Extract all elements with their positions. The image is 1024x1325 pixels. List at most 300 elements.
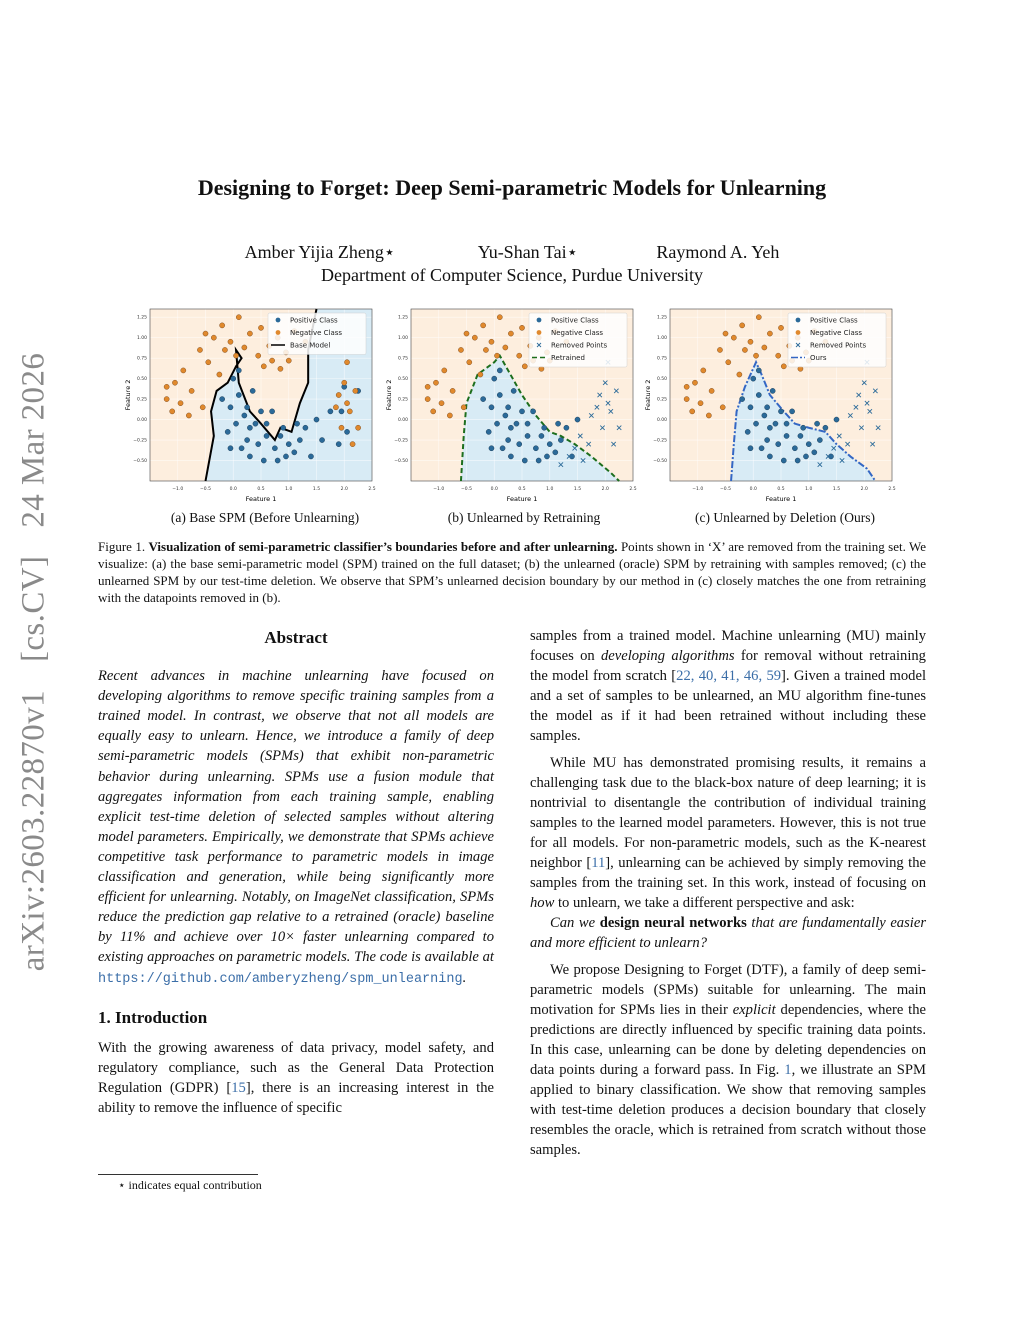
chart-b <box>379 305 641 505</box>
positive-point <box>753 421 758 426</box>
positive-point <box>748 405 753 410</box>
abstract-heading: Abstract <box>264 628 328 647</box>
y-tick-label: 0.25 <box>656 397 667 403</box>
positive-point <box>745 429 750 434</box>
negative-point <box>519 325 524 330</box>
x-tick-label: 0.5 <box>257 487 265 492</box>
y-tick-label: 0.25 <box>397 397 408 403</box>
positive-point <box>292 450 297 455</box>
y-tick-label: 0.50 <box>136 377 147 383</box>
text: ], unlearning can be achieved by simply removing the samples from the training set. In this work, instead of focusing on <box>530 855 926 892</box>
positive-point <box>497 392 502 397</box>
negative-point <box>350 442 355 447</box>
footnote-rule <box>98 1174 258 1175</box>
positive-point <box>776 442 781 447</box>
negative-point <box>478 372 483 377</box>
positive-point <box>806 442 811 447</box>
negative-point <box>217 372 222 377</box>
negative-point <box>197 347 202 352</box>
positive-point <box>514 421 519 426</box>
negative-point <box>517 353 522 358</box>
code-link[interactable]: https://github.com/amberyzheng/spm_unlearning <box>98 971 463 987</box>
positive-point <box>765 405 770 410</box>
negative-point <box>220 323 225 328</box>
y-tick-label: 0.25 <box>136 397 147 403</box>
y-tick-label: 0.00 <box>656 418 667 424</box>
positive-point <box>795 458 800 463</box>
negative-point <box>778 325 783 330</box>
positive-point <box>542 425 547 430</box>
y-tick-label: −0.50 <box>394 459 408 465</box>
negative-point <box>164 384 169 389</box>
legend-marker <box>537 318 542 323</box>
negative-point <box>690 409 695 414</box>
positive-point <box>303 425 308 430</box>
negative-point <box>172 380 177 385</box>
positive-point <box>508 454 513 459</box>
x-tick-label: 0.0 <box>490 487 498 492</box>
positive-point <box>270 409 275 414</box>
text: While MU has demonstrated promising results, it remains a challenging task due to the black-box nature of deep learning; it is nontrivial to disentangle the contribution of individual training samples to the learned model parameters. However, this is not true for all models. For non-parametric models, such as the K-nearest neighbor [ <box>530 754 926 872</box>
negative-point <box>189 388 194 393</box>
y-axis-label: Feature 2 <box>385 379 393 411</box>
negative-point <box>740 323 745 328</box>
legend-label: Negative Class <box>810 329 863 337</box>
positive-point <box>336 442 341 447</box>
positive-point <box>506 437 511 442</box>
negative-point <box>344 360 349 365</box>
positive-point <box>517 442 522 447</box>
positive-point <box>344 429 349 434</box>
negative-point <box>344 401 349 406</box>
x-tick-label: 2.0 <box>340 487 348 492</box>
negative-point <box>286 358 291 363</box>
negative-point <box>522 364 527 369</box>
negative-point <box>762 345 767 350</box>
legend-label: Positive Class <box>810 316 858 325</box>
legend-label: Removed Points <box>810 341 867 350</box>
abstract-body: Recent advances in machine unlearning have focused on developing algorithms to remove specific training samples from a trained model. In contrast, we observe that not all models are equally easy to unlearn. Hence, we introduce a family of deep semi-parametric models (SPMs) that exhibit non-parametric behavior during unlearning. SPMs use a fusion module that aggregates information from each training sample, enabling explicit test-time deletion of selected samples without altering model parameters. Empirically, we demonstrate that SPMs achieve competitive task performance to parametric models in image classification and generation, while being significantly more efficient for unlearning. Notably, on ImageNet classification, SPMs reduce the prediction gap relative to a retrained (oracle) baseline by 11% and achieve over 10× faster unlearning compared to existing approaches on parametric models. The code is available at <box>98 668 494 966</box>
negative-point <box>178 401 183 406</box>
positive-point <box>544 454 549 459</box>
positive-point <box>781 458 786 463</box>
left-column <box>98 628 494 1118</box>
y-axis-label: Feature 2 <box>124 379 132 411</box>
author-list <box>0 242 1024 263</box>
positive-point <box>339 409 344 414</box>
figure-panel-b <box>379 305 641 505</box>
right-paragraph-2 <box>530 753 926 914</box>
research-question <box>530 913 926 953</box>
positive-point <box>242 413 247 418</box>
positive-point <box>294 421 299 426</box>
negative-point <box>347 409 352 414</box>
x-tick-label: 1.5 <box>573 487 582 492</box>
positive-point <box>281 425 286 430</box>
positive-point <box>486 429 491 434</box>
y-tick-label: −0.50 <box>653 459 667 465</box>
negative-point <box>748 339 753 344</box>
emphasis: Can we <box>550 915 600 932</box>
positive-point <box>770 388 775 393</box>
negative-point <box>464 331 469 336</box>
text: samples from a trained model. Machine unlearning (MU) mainly focuses on <box>530 628 926 665</box>
positive-point <box>225 429 230 434</box>
x-tick-label: 1.0 <box>546 487 554 492</box>
y-tick-label: 1.00 <box>656 336 667 342</box>
positive-point <box>536 458 541 463</box>
negative-point <box>425 384 430 389</box>
x-tick-label: 2.0 <box>860 487 868 492</box>
author-1: Amber Yijia Zheng⋆ <box>244 242 396 262</box>
legend-marker <box>796 318 801 323</box>
x-tick-label: 0.5 <box>518 487 526 492</box>
positive-point <box>765 437 770 442</box>
positive-point <box>239 446 244 451</box>
negative-point <box>228 339 233 344</box>
legend-label: Positive Class <box>290 316 338 325</box>
negative-point <box>333 405 338 410</box>
positive-point <box>539 433 544 438</box>
abstract-text <box>98 666 494 990</box>
negative-point <box>726 360 731 365</box>
positive-point <box>245 437 250 442</box>
subcaption-c: (c) Unlearned by Deletion (Ours) <box>695 510 875 525</box>
negative-point <box>483 347 488 352</box>
x-tick-label: 0.0 <box>749 487 757 492</box>
footnote: ⋆ indicates equal contribution <box>118 1178 262 1192</box>
y-tick-label: −0.50 <box>133 459 147 465</box>
positive-point <box>319 437 324 442</box>
positive-point <box>233 421 238 426</box>
positive-point <box>823 425 828 430</box>
negative-point <box>494 353 499 358</box>
negative-point <box>701 368 706 373</box>
arxiv-id: arXiv:2603.22870v1 <box>15 690 52 972</box>
positive-point <box>297 437 302 442</box>
positive-point <box>250 388 255 393</box>
positive-point <box>264 421 269 426</box>
positive-point <box>525 421 530 426</box>
legend-label: Base Model <box>290 341 331 350</box>
x-axis-label: Feature 1 <box>245 495 277 503</box>
y-tick-label: −0.25 <box>133 438 147 444</box>
citation-link[interactable]: 22, 40, 41, 46, 59 <box>676 668 782 685</box>
x-tick-label: −0.5 <box>461 487 472 492</box>
positive-point <box>547 442 552 447</box>
caption-label: Figure 1. <box>98 539 146 554</box>
positive-point <box>773 421 778 426</box>
positive-point <box>272 446 277 451</box>
positive-point <box>506 405 511 410</box>
legend-label: Positive Class <box>551 316 599 325</box>
positive-point <box>778 409 783 414</box>
positive-point <box>784 433 789 438</box>
emphasis: explicit <box>732 1001 776 1018</box>
positive-point <box>328 409 333 414</box>
negative-point <box>717 347 722 352</box>
legend-label: Negative Class <box>290 329 343 337</box>
negative-point <box>278 366 283 371</box>
caption-bold: Visualization of semi-parametric classifier’s boundaries before and after unlearning. <box>148 539 618 554</box>
negative-point <box>170 409 175 414</box>
legend-marker <box>796 330 801 335</box>
negative-point <box>342 380 347 385</box>
positive-point <box>801 425 806 430</box>
negative-point <box>776 353 781 358</box>
negative-point <box>211 335 216 340</box>
positive-point <box>247 454 252 459</box>
positive-point <box>481 396 486 401</box>
y-axis-label: Feature 2 <box>644 379 652 411</box>
positive-point <box>803 454 808 459</box>
negative-point <box>489 339 494 344</box>
negative-point <box>447 413 452 418</box>
positive-point <box>220 396 225 401</box>
y-tick-label: −0.25 <box>394 438 408 444</box>
negative-point <box>164 396 169 401</box>
figure-panel-c <box>638 305 900 505</box>
y-tick-label: 0.00 <box>397 418 408 424</box>
y-tick-label: 1.25 <box>397 315 408 321</box>
positive-point <box>522 458 527 463</box>
x-tick-label: −1.0 <box>172 487 184 492</box>
x-tick-label: 0.0 <box>229 487 237 492</box>
positive-point <box>756 392 761 397</box>
x-tick-label: 0.5 <box>777 487 785 492</box>
negative-point <box>256 353 261 358</box>
positive-point <box>828 454 833 459</box>
negative-point <box>222 347 227 352</box>
positive-point <box>489 446 494 451</box>
legend-label: Removed Points <box>551 341 608 350</box>
negative-point <box>186 413 191 418</box>
x-tick-label: 1.0 <box>805 487 813 492</box>
positive-point <box>511 388 516 393</box>
positive-point <box>784 421 789 426</box>
text: to unlearn, we take a different perspective and ask: <box>554 895 855 912</box>
negative-point <box>261 364 266 369</box>
subcaption-b: (b) Unlearned by Retraining <box>447 510 601 525</box>
negative-point <box>458 347 463 352</box>
positive-point <box>748 446 753 451</box>
emphasis: developing algorithms <box>600 648 735 665</box>
paper-title: Designing to Forget: Deep Semi-parametric Models for Unlearning <box>197 175 827 200</box>
x-tick-label: 1.0 <box>285 487 293 492</box>
y-tick-label: 1.25 <box>136 315 147 321</box>
positive-point <box>500 446 505 451</box>
text: ]. Given a trained model and a set of samples to be unlearned, an MU algorithm fine-tunes the model as if it had been retrained without including these samples. <box>530 668 926 745</box>
positive-point <box>245 405 250 410</box>
right-column <box>530 626 926 1160</box>
emphasis: how <box>530 895 555 912</box>
x-tick-label: 1.5 <box>312 487 321 492</box>
figure-link[interactable]: 1 <box>784 1061 792 1078</box>
positive-point <box>751 376 756 381</box>
positive-point <box>525 433 530 438</box>
subcaption-a: (a) Base SPM (Before Unlearning) <box>170 510 360 525</box>
citation-link[interactable]: 15 <box>231 1079 246 1096</box>
legend-marker <box>276 330 281 335</box>
x-tick-label: 2.5 <box>629 487 637 492</box>
y-tick-label: 0.50 <box>656 377 667 383</box>
negative-point <box>181 368 186 373</box>
positive-point <box>798 433 803 438</box>
author-3: Raymond A. Yeh <box>656 242 780 262</box>
negative-point <box>467 360 472 365</box>
positive-point <box>253 421 258 426</box>
y-tick-label: 0.75 <box>656 356 667 362</box>
y-tick-label: 1.00 <box>397 336 408 342</box>
x-tick-label: −0.5 <box>720 487 731 492</box>
x-axis-label: Feature 1 <box>765 495 797 503</box>
positive-point <box>247 425 252 430</box>
negative-point <box>339 425 344 430</box>
positive-point <box>494 421 499 426</box>
right-paragraph-3 <box>530 960 926 1161</box>
positive-point <box>767 425 772 430</box>
x-tick-label: 2.0 <box>601 487 609 492</box>
positive-point <box>564 425 569 430</box>
negative-point <box>431 409 436 414</box>
negative-point <box>781 364 786 369</box>
y-tick-label: 0.75 <box>397 356 408 362</box>
positive-point <box>497 368 502 373</box>
positive-point <box>314 417 319 422</box>
legend-marker <box>276 318 281 323</box>
citation-link[interactable]: 11 <box>591 855 606 872</box>
positive-point <box>767 454 772 459</box>
positive-point <box>569 454 574 459</box>
positive-point <box>812 450 817 455</box>
positive-point <box>278 433 283 438</box>
negative-point <box>742 347 747 352</box>
figure-caption <box>98 538 926 606</box>
y-tick-label: 0.50 <box>397 377 408 383</box>
negative-point <box>756 315 761 320</box>
arxiv-date: 24 Mar 2026 <box>15 352 52 528</box>
author-2: Yu-Shan Tai⋆ <box>477 242 578 262</box>
negative-point <box>258 325 263 330</box>
negative-point <box>503 345 508 350</box>
positive-point <box>533 446 538 451</box>
figure-panel-a <box>118 305 380 505</box>
positive-point <box>258 409 263 414</box>
negative-point <box>709 388 714 393</box>
positive-point <box>286 442 291 447</box>
negative-point <box>720 405 725 410</box>
bold-text: design neural networks <box>599 915 747 932</box>
negative-point <box>203 331 208 336</box>
negative-point <box>236 315 241 320</box>
negative-point <box>242 345 247 350</box>
negative-point <box>698 401 703 406</box>
chart-c <box>638 305 900 505</box>
positive-point <box>236 392 241 397</box>
negative-point <box>425 396 430 401</box>
intro-text-a: With the growing awareness of data privacy, model safety, and regulatory compliance, such as the General Data Protection Regulation (GDPR) [ <box>98 1039 494 1096</box>
positive-point <box>228 446 233 451</box>
positive-point <box>834 417 839 422</box>
arxiv-category: [cs.CV] <box>15 555 52 662</box>
positive-point <box>817 437 822 442</box>
positive-point <box>790 409 795 414</box>
positive-point <box>575 417 580 422</box>
x-axis-label: Feature 1 <box>506 495 538 503</box>
positive-point <box>814 421 819 426</box>
positive-point <box>759 446 764 451</box>
right-paragraph-1 <box>530 626 926 747</box>
x-tick-label: 2.5 <box>888 487 896 492</box>
negative-point <box>706 413 711 418</box>
y-tick-label: 0.00 <box>136 418 147 424</box>
negative-point <box>753 353 758 358</box>
legend-label: Ours <box>810 354 827 362</box>
text: for removal without retraining the model from scratch [ <box>530 648 926 685</box>
negative-point <box>767 331 772 336</box>
positive-point <box>275 458 280 463</box>
positive-point <box>508 425 513 430</box>
positive-point <box>264 433 269 438</box>
y-tick-label: −0.25 <box>653 438 667 444</box>
positive-point <box>236 368 241 373</box>
positive-point <box>503 413 508 418</box>
negative-point <box>472 335 477 340</box>
negative-point <box>200 405 205 410</box>
text: , we illustrate an SPM applied to binary classification. We show that removing samples with test-time deletion produces a decision boundary that closely resembles the oracle, which is retrained from scratch without those samples. <box>530 1061 926 1159</box>
abstract-end: . <box>462 969 467 986</box>
positive-point <box>231 376 236 381</box>
y-tick-label: 0.75 <box>136 356 147 362</box>
positive-point <box>283 454 288 459</box>
positive-point <box>256 442 261 447</box>
text: We propose Designing to Forget (DTF), a family of deep semi-parametric models (SPMs) suitable for unlearning. The main motivation for SPMs lies in their <box>530 961 926 1018</box>
positive-point <box>519 409 524 414</box>
negative-point <box>433 380 438 385</box>
x-tick-label: −0.5 <box>200 487 211 492</box>
positive-point <box>792 446 797 451</box>
positive-point <box>261 458 266 463</box>
negative-point <box>233 353 238 358</box>
positive-point <box>553 450 558 455</box>
negative-point <box>442 368 447 373</box>
negative-point <box>684 396 689 401</box>
negative-point <box>731 335 736 340</box>
y-tick-label: 1.25 <box>656 315 667 321</box>
x-tick-label: −1.0 <box>692 487 704 492</box>
positive-point <box>489 405 494 410</box>
intro-paragraph <box>98 1038 494 1118</box>
x-tick-label: 2.5 <box>368 487 376 492</box>
positive-point <box>555 421 560 426</box>
positive-point <box>531 409 536 414</box>
negative-point <box>497 315 502 320</box>
text: dependencies, where the predictions are directly influenced by specific training data points. In this case, unlearning can be done by deleting dependencies on data points during a forward pass. In Fig. <box>530 1001 926 1078</box>
intro-heading: 1. Introduction <box>98 1007 208 1027</box>
positive-point <box>228 405 233 410</box>
legend-label: Negative Class <box>551 329 604 337</box>
positive-point <box>740 396 745 401</box>
affiliation: Department of Computer Science, Purdue University <box>321 265 703 285</box>
legend-label: Retrained <box>551 354 585 362</box>
negative-point <box>461 405 466 410</box>
negative-point <box>356 425 361 430</box>
caption-text: Points shown in ‘X’ are removed from the training set. We visualize: (a) the base semi-parametric model (SPM) trained on the full dataset; (b) the unlearned (oracle) SPM by retraining with samples removed; (c) the unlearned SPM by our test-time deletion. We observe that SPM’s unlearned decision boundary by our method in (c) closely matches the one from retraining with the datapoints removed in (b). <box>98 539 926 605</box>
negative-point <box>508 331 513 336</box>
negative-point <box>270 358 275 363</box>
emphasis: that are fundamentally easier and more efficient to unlearn? <box>530 915 926 952</box>
positive-point <box>558 437 563 442</box>
